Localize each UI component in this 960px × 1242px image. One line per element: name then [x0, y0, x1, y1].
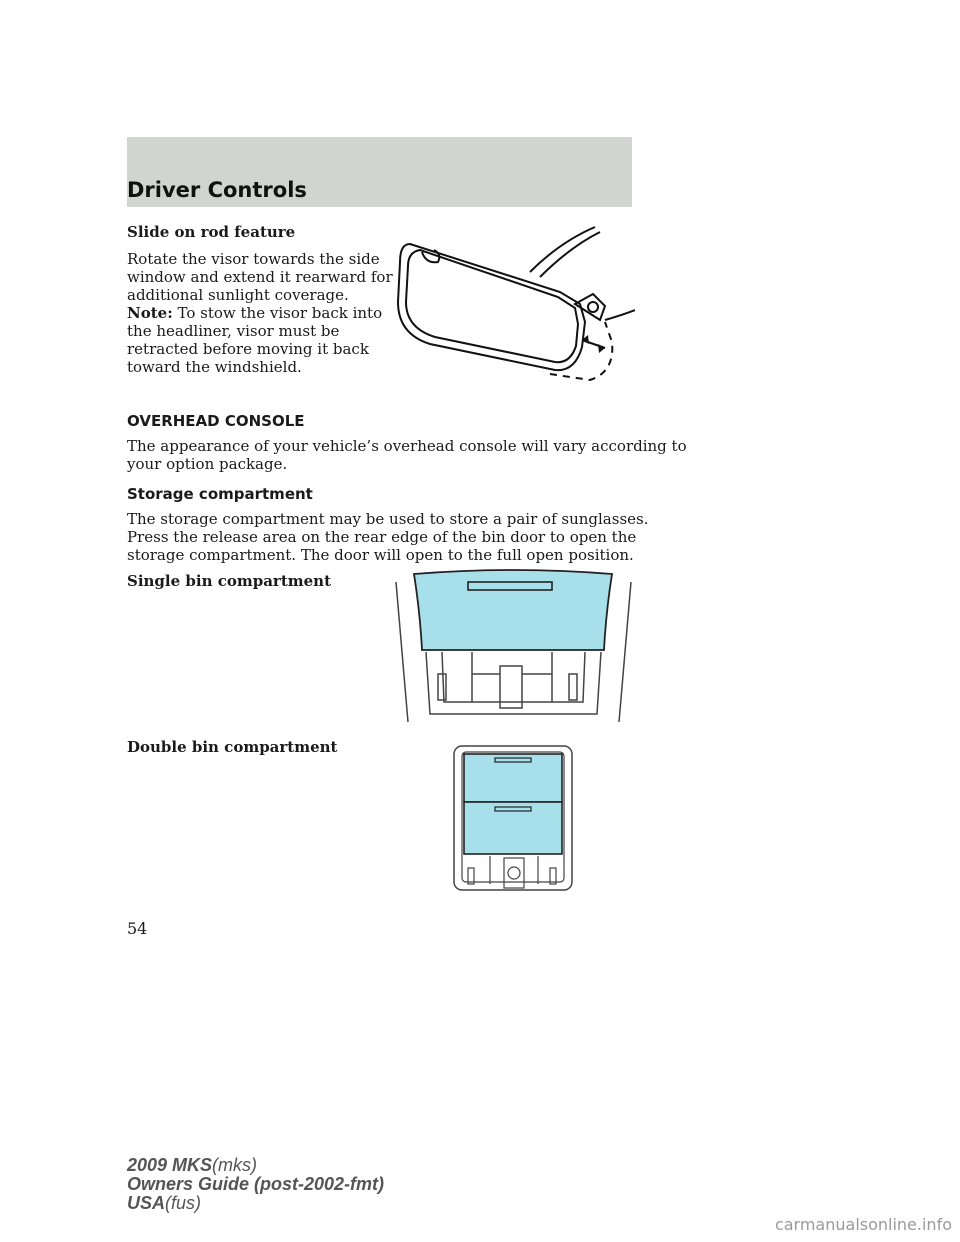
footer-model-code: (mks)	[212, 1155, 258, 1175]
visor-note-line: the headliner, visor must be	[127, 322, 340, 340]
visor-note-line: To stow the visor back into	[177, 304, 383, 322]
visor-heading: Slide on rod feature	[127, 223, 296, 241]
storage-heading: Storage compartment	[127, 485, 313, 503]
visor-para-line: additional sunlight coverage.	[127, 286, 349, 304]
visor-paragraph	[127, 250, 393, 304]
visor-note-line: toward the windshield.	[127, 358, 302, 376]
page-number: 54	[127, 919, 148, 938]
single-bin-label: Single bin compartment	[127, 572, 332, 590]
document-footer	[127, 1156, 384, 1213]
storage-para-line: The storage compartment may be used to store a pair of sunglasses.	[127, 510, 649, 528]
note-label: Note:	[127, 304, 173, 322]
footer-model: 2009 MKS	[127, 1155, 213, 1175]
footer-market-code: (fus)	[165, 1193, 202, 1213]
visor-note	[127, 304, 382, 376]
overhead-para-line: The appearance of your vehicle’s overhead console will vary according to	[127, 437, 687, 455]
sun-visor-illustration	[390, 222, 635, 387]
single-bin-console-illustration	[392, 562, 635, 724]
storage-para-line: Press the release area on the rear edge of the bin door to open the	[127, 528, 637, 546]
double-bin-label: Double bin compartment	[127, 738, 338, 756]
storage-para-line: storage compartment. The door will open to the full open position.	[127, 546, 634, 564]
footer-guide: Owners Guide (post-2002-fmt)	[127, 1174, 385, 1194]
double-bin-console-illustration	[450, 744, 578, 894]
visor-para-line: window and extend it rearward for	[127, 268, 393, 286]
visor-para-line: Rotate the visor towards the side	[127, 250, 380, 268]
watermark: carmanualsonline.info	[774, 1215, 952, 1234]
storage-paragraph	[127, 510, 648, 564]
arrow-head-icon	[598, 344, 605, 353]
overhead-paragraph	[127, 437, 687, 473]
section-title: Driver Controls	[127, 178, 307, 202]
visor-note-line: retracted before moving it back	[127, 340, 369, 358]
overhead-para-line: your option package.	[127, 455, 288, 473]
single-bin-release-area	[468, 582, 552, 590]
footer-market: USA	[127, 1193, 166, 1213]
overhead-heading: OVERHEAD CONSOLE	[127, 412, 305, 430]
